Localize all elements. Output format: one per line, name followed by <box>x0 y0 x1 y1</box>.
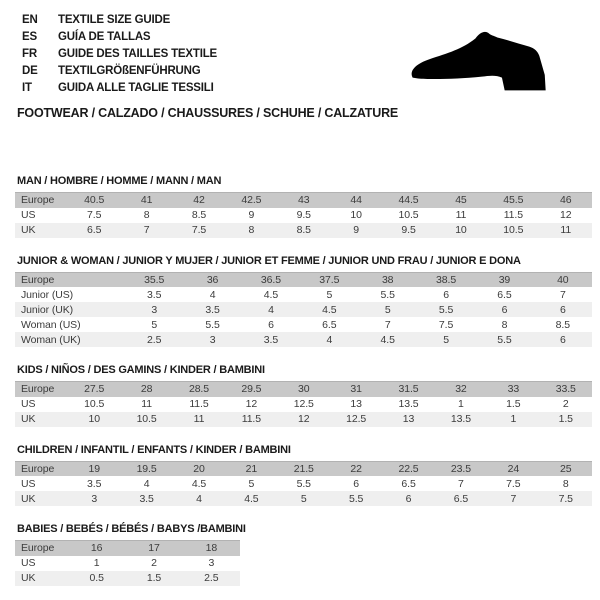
size-cell: 4 <box>196 492 202 505</box>
table-row <box>15 208 592 223</box>
size-cell: 2 <box>562 398 569 410</box>
language-label: TEXTILE SIZE GUIDE <box>58 14 171 26</box>
table-row <box>15 461 592 476</box>
size-cell: 11.5 <box>241 413 261 425</box>
size-cell: 5.5 <box>296 477 311 490</box>
size-cell: 11 <box>141 398 152 410</box>
size-cell: 4.5 <box>380 333 395 346</box>
size-cell: 22 <box>350 462 362 475</box>
language-code: ES <box>22 31 37 43</box>
size-cell: 3.5 <box>263 333 279 346</box>
size-cell: 11 <box>455 209 467 221</box>
size-cell: 3.5 <box>139 492 154 505</box>
size-cell: 1 <box>510 413 517 425</box>
size-tables-container <box>15 175 592 586</box>
size-cell: 36 <box>206 273 219 286</box>
row-label: Europe <box>21 194 55 207</box>
size-cell: 3.5 <box>205 303 220 316</box>
size-cell: 12 <box>245 398 258 410</box>
size-cell: 12.5 <box>346 413 367 425</box>
language-code: EN <box>22 14 38 26</box>
size-cell: 4 <box>326 333 333 346</box>
language-code: IT <box>22 82 32 94</box>
size-cell: 10.5 <box>84 398 105 410</box>
row-label: Europe <box>21 462 55 475</box>
size-cell: 1.5 <box>558 413 573 425</box>
dress-shoe-icon <box>400 22 582 104</box>
size-cell: 44 <box>350 194 362 207</box>
size-cell: 10 <box>350 209 362 221</box>
size-cell: 4.5 <box>244 492 259 505</box>
table-row <box>15 476 592 491</box>
row-label: Junior (UK) <box>21 303 73 316</box>
size-table-title: CHILDREN / INFANTIL / ENFANTS / KINDER / BAMBINI <box>17 443 291 456</box>
row-label: US <box>21 477 36 490</box>
size-cell: 11 <box>560 224 572 236</box>
row-label: US <box>21 557 36 569</box>
size-cell: 12 <box>298 413 310 425</box>
size-cell: 7.5 <box>191 224 207 236</box>
size-cell: 13 <box>350 398 362 410</box>
size-cell: 40 <box>557 273 569 286</box>
size-cell: 3 <box>209 333 216 346</box>
size-cell: 16 <box>90 542 103 555</box>
size-table-grid <box>15 192 592 238</box>
size-cell: 31.5 <box>398 383 419 396</box>
size-cell: 6 <box>268 318 274 331</box>
size-cell: 17 <box>148 542 160 555</box>
language-label: GUÍA DE TALLAS <box>58 31 151 43</box>
size-cell: 33 <box>507 383 520 396</box>
table-row <box>15 412 592 427</box>
table-row <box>15 397 592 412</box>
table-row <box>15 302 592 317</box>
size-cell: 6.5 <box>322 318 337 331</box>
size-cell: 3 <box>91 492 98 505</box>
size-table-grid <box>15 272 592 348</box>
size-cell: 2 <box>151 557 157 569</box>
size-cell: 4.5 <box>263 288 279 301</box>
size-cell: 35.5 <box>144 273 165 286</box>
table-row <box>15 223 592 238</box>
table-row <box>15 332 592 347</box>
size-cell: 5 <box>300 492 307 505</box>
size-cell: 9.5 <box>296 209 311 221</box>
size-cell: 21 <box>245 462 258 475</box>
language-code: FR <box>22 48 37 60</box>
size-table-junior-woman <box>15 255 592 348</box>
size-cell: 33.5 <box>555 383 576 396</box>
size-cell: 4.5 <box>322 303 337 316</box>
size-cell: 28.5 <box>188 383 209 396</box>
size-table-babies <box>15 523 592 586</box>
size-cell: 40.5 <box>84 194 105 207</box>
size-cell: 13.5 <box>450 413 471 425</box>
language-code: DE <box>22 65 38 77</box>
size-cell: 37.5 <box>319 273 340 286</box>
size-cell: 6 <box>559 303 566 316</box>
size-cell: 28 <box>140 383 153 396</box>
size-cell: 46 <box>560 194 572 207</box>
table-row <box>15 287 592 302</box>
row-label: UK <box>21 572 36 584</box>
size-cell: 5 <box>326 288 333 301</box>
size-cell: 5 <box>443 333 449 346</box>
table-row <box>15 571 240 586</box>
size-cell: 30 <box>298 383 310 396</box>
size-cell: 4 <box>209 288 216 301</box>
row-label: UK <box>21 492 36 505</box>
language-label: GUIDA ALLE TAGLIE TESSILI <box>58 82 214 94</box>
size-cell: 41 <box>140 194 153 207</box>
size-cell: 7.5 <box>506 477 521 490</box>
size-cell: 43 <box>298 194 310 207</box>
row-label: Woman (UK) <box>21 333 81 346</box>
size-table-grid <box>15 540 240 586</box>
size-cell: 10.5 <box>503 224 524 236</box>
size-cell: 20 <box>193 462 205 475</box>
row-label: UK <box>21 224 36 236</box>
size-cell: 8.5 <box>296 224 311 236</box>
size-cell: 6 <box>353 477 360 490</box>
size-cell: 42.5 <box>241 194 262 207</box>
size-cell: 11.5 <box>503 209 523 221</box>
size-cell: 11.5 <box>189 398 209 410</box>
size-cell: 32 <box>455 383 467 396</box>
size-table-title: KIDS / NIÑOS / DES GAMINS / KINDER / BAMBINI <box>17 364 265 376</box>
table-row <box>15 556 240 571</box>
size-cell: 39 <box>498 273 511 286</box>
size-cell: 2.5 <box>204 572 219 584</box>
size-cell: 1 <box>458 398 464 410</box>
size-cell: 8.5 <box>555 318 570 331</box>
size-cell: 22.5 <box>398 462 419 475</box>
size-cell: 19 <box>88 462 100 475</box>
size-cell: 8 <box>143 209 150 221</box>
row-label: Europe <box>21 542 55 555</box>
size-cell: 23.5 <box>450 462 471 475</box>
table-row <box>15 193 592 208</box>
size-cell: 10.5 <box>136 413 157 425</box>
row-label: US <box>21 209 36 221</box>
size-cell: 31 <box>350 383 362 396</box>
size-cell: 5.5 <box>205 318 220 331</box>
size-cell: 6 <box>405 492 412 505</box>
size-cell: 3 <box>151 303 158 316</box>
size-cell: 5.5 <box>349 492 364 505</box>
size-cell: 7 <box>143 224 150 236</box>
size-cell: 5 <box>384 303 391 316</box>
size-cell: 5 <box>248 477 255 490</box>
row-label: Woman (US) <box>21 318 81 331</box>
language-label: GUIDE DES TAILLES TEXTILE <box>58 48 217 60</box>
size-table-kids <box>15 364 592 427</box>
size-cell: 12.5 <box>293 398 314 410</box>
size-cell: 4 <box>268 303 274 316</box>
table-row <box>15 382 592 397</box>
table-row <box>15 491 592 506</box>
size-cell: 4.5 <box>191 477 207 490</box>
size-cell: 12 <box>560 209 572 221</box>
size-cell: 44.5 <box>398 194 419 207</box>
size-cell: 11 <box>193 413 205 425</box>
table-row <box>15 272 592 287</box>
size-table-grid <box>15 461 592 507</box>
size-cell: 7.5 <box>87 209 102 221</box>
size-cell: 8 <box>501 318 508 331</box>
size-cell: 6.5 <box>87 224 102 236</box>
size-cell: 6 <box>559 333 566 346</box>
table-row <box>15 541 240 556</box>
size-cell: 8 <box>562 477 569 490</box>
size-cell: 3.5 <box>87 477 102 490</box>
size-cell: 10 <box>455 224 467 236</box>
table-row <box>15 317 592 332</box>
size-cell: 9 <box>353 224 360 236</box>
size-cell: 6.5 <box>401 477 416 490</box>
size-cell: 4 <box>143 477 150 490</box>
size-cell: 7 <box>510 492 517 505</box>
size-table-title: MAN / HOMBRE / HOMME / MANN / MAN <box>17 175 222 187</box>
row-label: Europe <box>21 383 55 396</box>
size-cell: 7.5 <box>438 318 454 331</box>
size-cell: 6.5 <box>453 492 469 505</box>
size-cell: 42 <box>193 194 205 207</box>
size-cell: 6 <box>501 303 508 316</box>
size-cell: 45.5 <box>503 194 524 207</box>
size-table-title: BABIES / BEBÉS / BÉBÉS / BABYS /BAMBINI <box>17 523 246 535</box>
size-cell: 1.5 <box>506 398 521 410</box>
size-cell: 5.5 <box>438 303 454 316</box>
size-cell: 6 <box>443 288 449 301</box>
size-cell: 7 <box>384 318 391 331</box>
size-cell: 29.5 <box>241 383 262 396</box>
size-cell: 45 <box>455 194 467 207</box>
size-cell: 18 <box>205 542 218 555</box>
size-cell: 5.5 <box>380 288 395 301</box>
size-table-children <box>15 444 592 507</box>
size-cell: 1.5 <box>146 572 162 584</box>
size-cell: 9 <box>248 209 255 221</box>
size-cell: 5.5 <box>497 333 512 346</box>
size-cell: 7 <box>458 477 464 490</box>
size-cell: 36.5 <box>260 273 281 286</box>
size-cell: 27.5 <box>84 383 105 396</box>
size-cell: 3 <box>208 557 215 569</box>
row-label: US <box>21 398 36 410</box>
category-heading: FOOTWEAR / CALZADO / CHAUSSURES / SCHUHE / CALZATURE <box>17 106 399 120</box>
row-label: Europe <box>21 273 55 286</box>
size-table-title: JUNIOR & WOMAN / JUNIOR Y MUJER / JUNIOR ET FEMME / JUNIOR UND FRAU / JUNIOR E DONA <box>17 254 521 267</box>
size-cell: 24 <box>507 462 520 475</box>
size-cell: 10.5 <box>398 209 419 221</box>
language-label: TEXTILGRÖßENFÜHRUNG <box>58 65 201 77</box>
size-cell: 19.5 <box>136 462 157 475</box>
size-cell: 5 <box>151 318 158 331</box>
size-cell: 1 <box>93 557 100 569</box>
size-cell: 9.5 <box>401 224 416 236</box>
size-cell: 0.5 <box>89 572 104 584</box>
size-cell: 7.5 <box>558 492 573 505</box>
size-cell: 38 <box>381 273 394 286</box>
size-cell: 6.5 <box>497 288 512 301</box>
size-cell: 8.5 <box>191 209 207 221</box>
size-cell: 13.5 <box>398 398 419 410</box>
row-label: Junior (US) <box>21 288 73 301</box>
size-cell: 7 <box>559 288 566 301</box>
row-label: UK <box>21 413 36 425</box>
size-cell: 2.5 <box>147 333 162 346</box>
size-cell: 21.5 <box>293 462 314 475</box>
size-table-man <box>15 175 592 238</box>
size-cell: 8 <box>248 224 255 236</box>
size-cell: 10 <box>88 413 100 425</box>
size-cell: 25 <box>560 462 572 475</box>
size-cell: 38.5 <box>436 273 457 286</box>
size-cell: 3.5 <box>147 288 162 301</box>
size-table-grid <box>15 381 592 427</box>
size-cell: 13 <box>402 413 415 425</box>
